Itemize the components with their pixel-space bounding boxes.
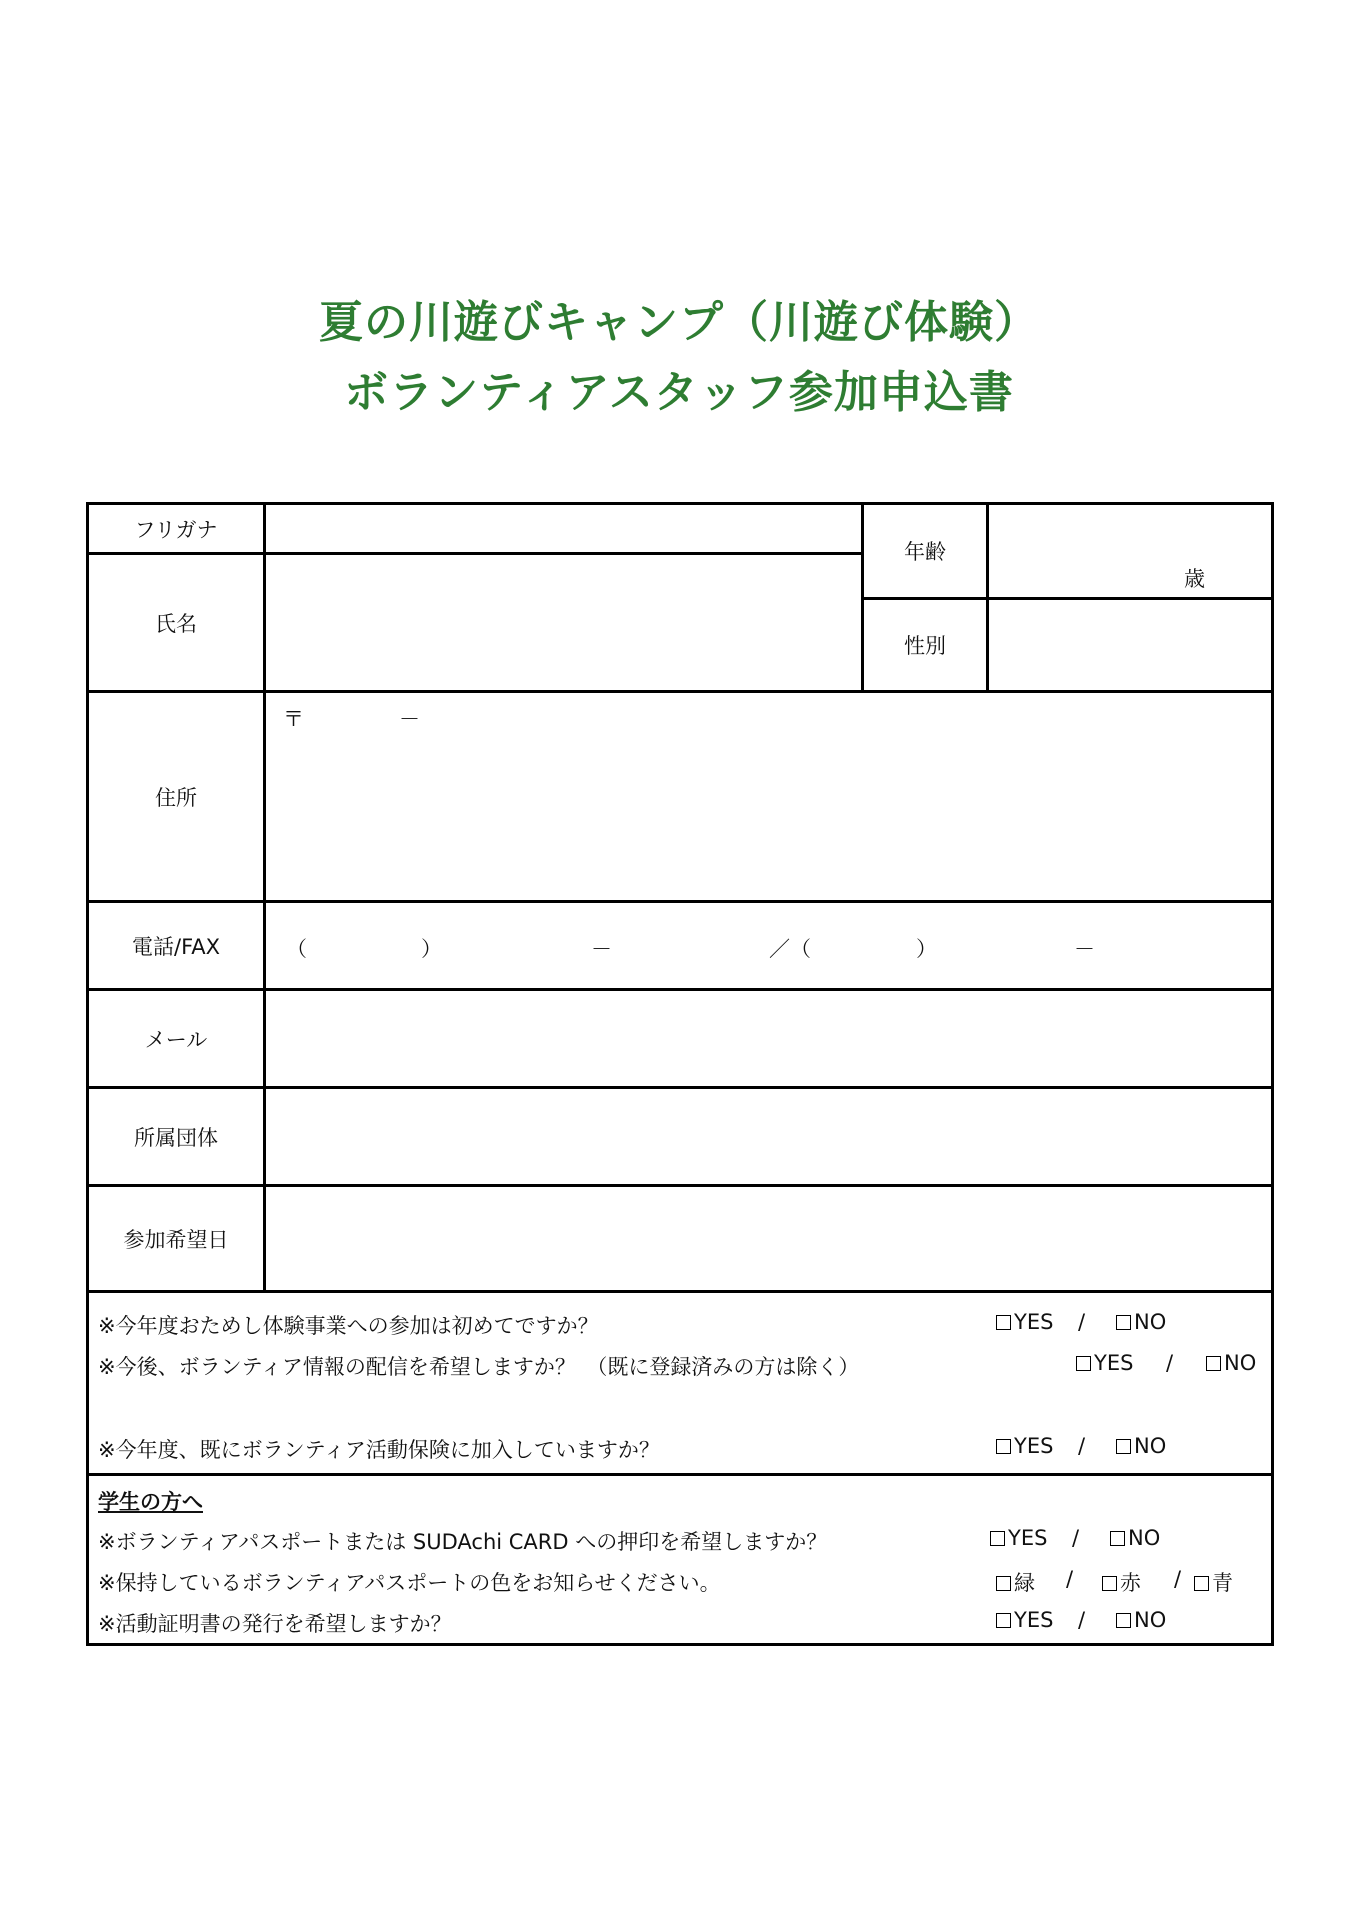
newsletter-yes-checkbox[interactable]: YES (1076, 1351, 1133, 1375)
question-newsletter: ※今後、ボランティア情報の配信を希望しますか？ （既に登録済みの方は除く） (98, 1355, 860, 1379)
phone-dash: － (591, 937, 612, 961)
age-label: 年齢 (904, 540, 946, 564)
address-label: 住所 (155, 785, 197, 810)
question-passport-color: ※保持しているボランティアパスポートの色をお知らせください。 (98, 1571, 721, 1595)
option-separator: / (1078, 1608, 1086, 1632)
address-field[interactable] (266, 693, 1271, 900)
option-separator: / (1078, 1310, 1086, 1334)
checkbox-icon (996, 1576, 1011, 1591)
organization-label: 所属団体 (134, 1125, 218, 1150)
insurance-no-checkbox[interactable]: NO (1116, 1434, 1166, 1458)
furigana-field[interactable] (266, 505, 861, 552)
checkbox-icon (1116, 1315, 1131, 1330)
desired-date-field[interactable] (266, 1187, 1271, 1290)
age-unit: 歳 (1184, 567, 1205, 591)
fax-open-paren: ／（ (769, 937, 811, 961)
checkbox-icon (996, 1315, 1011, 1330)
certificate-no-checkbox[interactable]: NO (1116, 1608, 1166, 1632)
checkbox-icon (1110, 1531, 1125, 1546)
phone-open-paren: （ (286, 937, 307, 961)
email-label: メール (144, 1027, 208, 1052)
question-insurance: ※今年度、既にボランティア活動保険に加入していますか？ (98, 1438, 660, 1462)
gender-label: 性別 (904, 634, 946, 658)
checkbox-icon (1116, 1613, 1131, 1628)
form-title-line2: ボランティアスタッフ参加申込書 (344, 367, 1014, 418)
email-field[interactable] (266, 991, 1271, 1086)
question-first-time: ※今年度おためし体験事業への参加は初めてですか？ (98, 1314, 599, 1338)
stamp-yes-checkbox[interactable]: YES (990, 1526, 1047, 1550)
phone-label: 電話/FAX (132, 934, 220, 959)
age-field[interactable] (989, 505, 1271, 597)
organization-field[interactable] (266, 1089, 1271, 1184)
color-red-checkbox[interactable]: 赤 (1102, 1567, 1141, 1597)
name-label: 氏名 (155, 611, 197, 636)
application-form (86, 502, 1274, 1646)
checkbox-icon (996, 1613, 1011, 1628)
stamp-no-checkbox[interactable]: NO (1110, 1526, 1160, 1550)
form-title-line1: 夏の川遊びキャンプ（川遊び体験） (319, 297, 1039, 348)
option-separator: / (1066, 1567, 1074, 1591)
phone-close-paren: ） (421, 937, 442, 961)
furigana-label: フリガナ (134, 517, 218, 542)
checkbox-icon (1194, 1576, 1209, 1591)
certificate-yes-checkbox[interactable]: YES (996, 1608, 1053, 1632)
checkbox-icon (1116, 1439, 1131, 1454)
newsletter-no-checkbox[interactable]: NO (1206, 1351, 1256, 1375)
postal-mark: 〒 (283, 707, 304, 731)
desired-date-label: 参加希望日 (123, 1227, 229, 1252)
question-certificate: ※活動証明書の発行を希望しますか？ (98, 1612, 452, 1636)
insurance-yes-checkbox[interactable]: YES (996, 1434, 1053, 1458)
postal-dash: － (399, 707, 420, 731)
checkbox-icon (1206, 1356, 1221, 1371)
first-time-yes-checkbox[interactable]: YES (996, 1310, 1053, 1334)
checkbox-icon (990, 1531, 1005, 1546)
fax-dash: － (1074, 937, 1095, 961)
question-passport-stamp: ※ボランティアパスポートまたは SUDAchi CARD への押印を希望しますか？ (98, 1530, 828, 1554)
phone-field[interactable] (266, 903, 1271, 988)
option-separator: / (1072, 1526, 1080, 1550)
gender-field[interactable] (989, 600, 1271, 690)
name-field[interactable] (266, 555, 861, 690)
color-green-checkbox[interactable]: 緑 (996, 1567, 1035, 1597)
first-time-no-checkbox[interactable]: NO (1116, 1310, 1166, 1334)
color-blue-checkbox[interactable]: 青 (1194, 1567, 1233, 1597)
option-separator: / (1078, 1434, 1086, 1458)
option-separator: / (1166, 1351, 1174, 1375)
option-separator: / (1174, 1567, 1182, 1591)
checkbox-icon (996, 1439, 1011, 1454)
student-section-heading: 学生の方へ (98, 1490, 203, 1514)
checkbox-icon (1076, 1356, 1091, 1371)
fax-close-paren: ） (916, 937, 937, 961)
checkbox-icon (1102, 1576, 1117, 1591)
